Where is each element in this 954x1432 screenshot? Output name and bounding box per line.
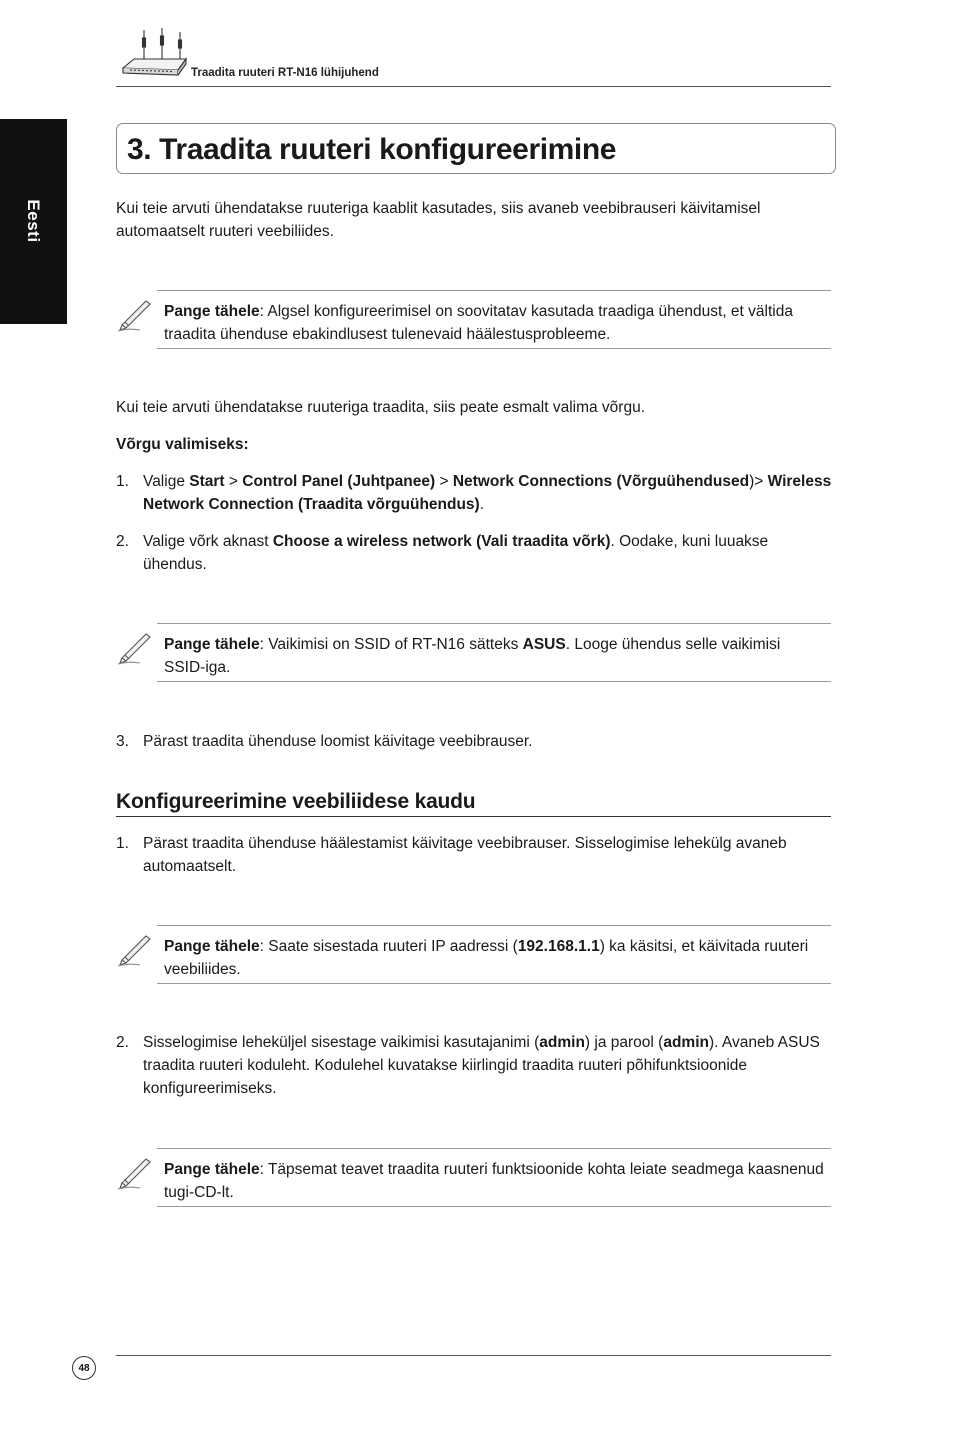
step-number: 1. [116,835,129,852]
ip-address: 192.168.1.1 [517,938,600,955]
note-text: : Täpsemat teavet traadita ruuteri funktsioonide kohta leiate seadmega kaasnenud tugi-CD-lt. [164,1161,824,1201]
ui-term: Wireless Network Connection (Traadita võrguühendus) [143,473,832,513]
step-a-2 [116,530,831,576]
step-a-3 [116,730,831,753]
step-text: Sisselogimise leheküljel sisestage vaikimisi kasutajanimi ( [143,1034,540,1051]
step-b-1 [116,832,831,878]
note-2 [116,623,831,682]
note-rule-top [157,1148,831,1149]
username-value: admin [539,1034,585,1051]
note-text: . Looge ühendus selle vaikimisi SSID-iga. [164,636,781,676]
note-text: : Saate sisestada ruuteri IP aadressi ( [259,938,518,955]
router-icon [120,26,188,80]
page-number: 48 [72,1356,96,1380]
note-label: Pange tähele [164,1161,260,1178]
note-rule-bottom [157,1206,831,1207]
note-emphasis: ASUS [522,636,566,653]
step-text: ) ja parool ( [584,1034,664,1051]
ui-term: Control Panel (Juhtpanee) [242,473,436,490]
note-3 [116,925,831,984]
pen-icon [116,298,152,332]
step-text: . Oodake, kuni luuakse ühendus. [143,533,769,573]
note-rule-top [157,925,831,926]
note-label: Pange tähele [164,938,260,955]
step-text: Valige võrk aknast [143,533,273,550]
step-number: 1. [116,473,129,490]
step-b-2 [116,1031,831,1100]
step-a-1 [116,470,831,516]
note-rule-top [157,290,831,291]
header-rule [116,86,831,87]
step-text: ). Avaneb ASUS traadita ruuteri koduleht. Kodulehel kuvatakse kiirlingid traadita ruuteri põhifunktsioonide konfigureerimiseks. [143,1034,820,1097]
page-title: 3. Traadita ruuteri konfigureerimine [127,133,617,166]
note-rule-top [157,623,831,624]
note-rule-bottom [157,348,831,349]
password-value: admin [663,1034,709,1051]
note-1 [116,290,831,349]
intro-paragraph: Kui teie arvuti ühendatakse ruuteriga kaablit kasutades, siis avaneb veebibrauseri käivitamisel automaatselt ruuteri veebiliides. [116,200,761,240]
note-4 [116,1148,831,1207]
step-text: > [224,473,243,490]
language-tab-label: Eesti [24,199,43,243]
network-heading: Võrgu valimiseks: [116,436,249,453]
note-text: : Vaikimisi on SSID of RT-N16 sätteks [259,636,523,653]
note-rule-bottom [157,983,831,984]
step-text: Pärast traadita ühenduse häälestamist käivitage veebibrauser. Sisselogimise lehekülg avaneb automaatselt. [143,835,787,875]
pen-icon [116,631,152,665]
note-text: : Algsel konfigureerimisel on soovitatav kasutada traadiga ühendust, et vältida traadita ühenduse ebakindlusest tulenevaid häälestusprobleeme. [164,303,793,343]
wireless-intro: Kui teie arvuti ühendatakse ruuteriga traadita, siis peate esmalt valima võrgu. [116,399,646,416]
footer-rule [116,1355,831,1356]
section-rule [116,816,831,817]
note-label: Pange tähele [164,636,260,653]
language-tab [0,119,67,324]
step-text: . [479,496,485,513]
ui-term: Choose a wireless network (Vali traadita võrk) [272,533,611,550]
step-number: 2. [116,533,129,550]
ui-term: Network Connections (Võrguühendused [452,473,750,490]
step-text: Valige [143,473,190,490]
section-heading: Konfigureerimine veebiliidese kaudu [116,790,476,813]
pen-icon [116,933,152,967]
step-text: > [435,473,453,490]
note-label: Pange tähele [164,303,260,320]
note-text: ) ka käsitsi, et käivitada ruuteri veebiliides. [164,938,809,978]
step-text: Pärast traadita ühenduse loomist käivitage veebibrauser. [143,733,533,750]
title-box [116,123,836,174]
step-number: 2. [116,1034,129,1051]
note-rule-bottom [157,681,831,682]
header-title: Traadita ruuteri RT-N16 lühijuhend [191,67,379,79]
pen-icon [116,1156,152,1190]
step-number: 3. [116,733,129,750]
ui-term: Start [189,473,225,490]
step-text: )> [749,473,768,490]
